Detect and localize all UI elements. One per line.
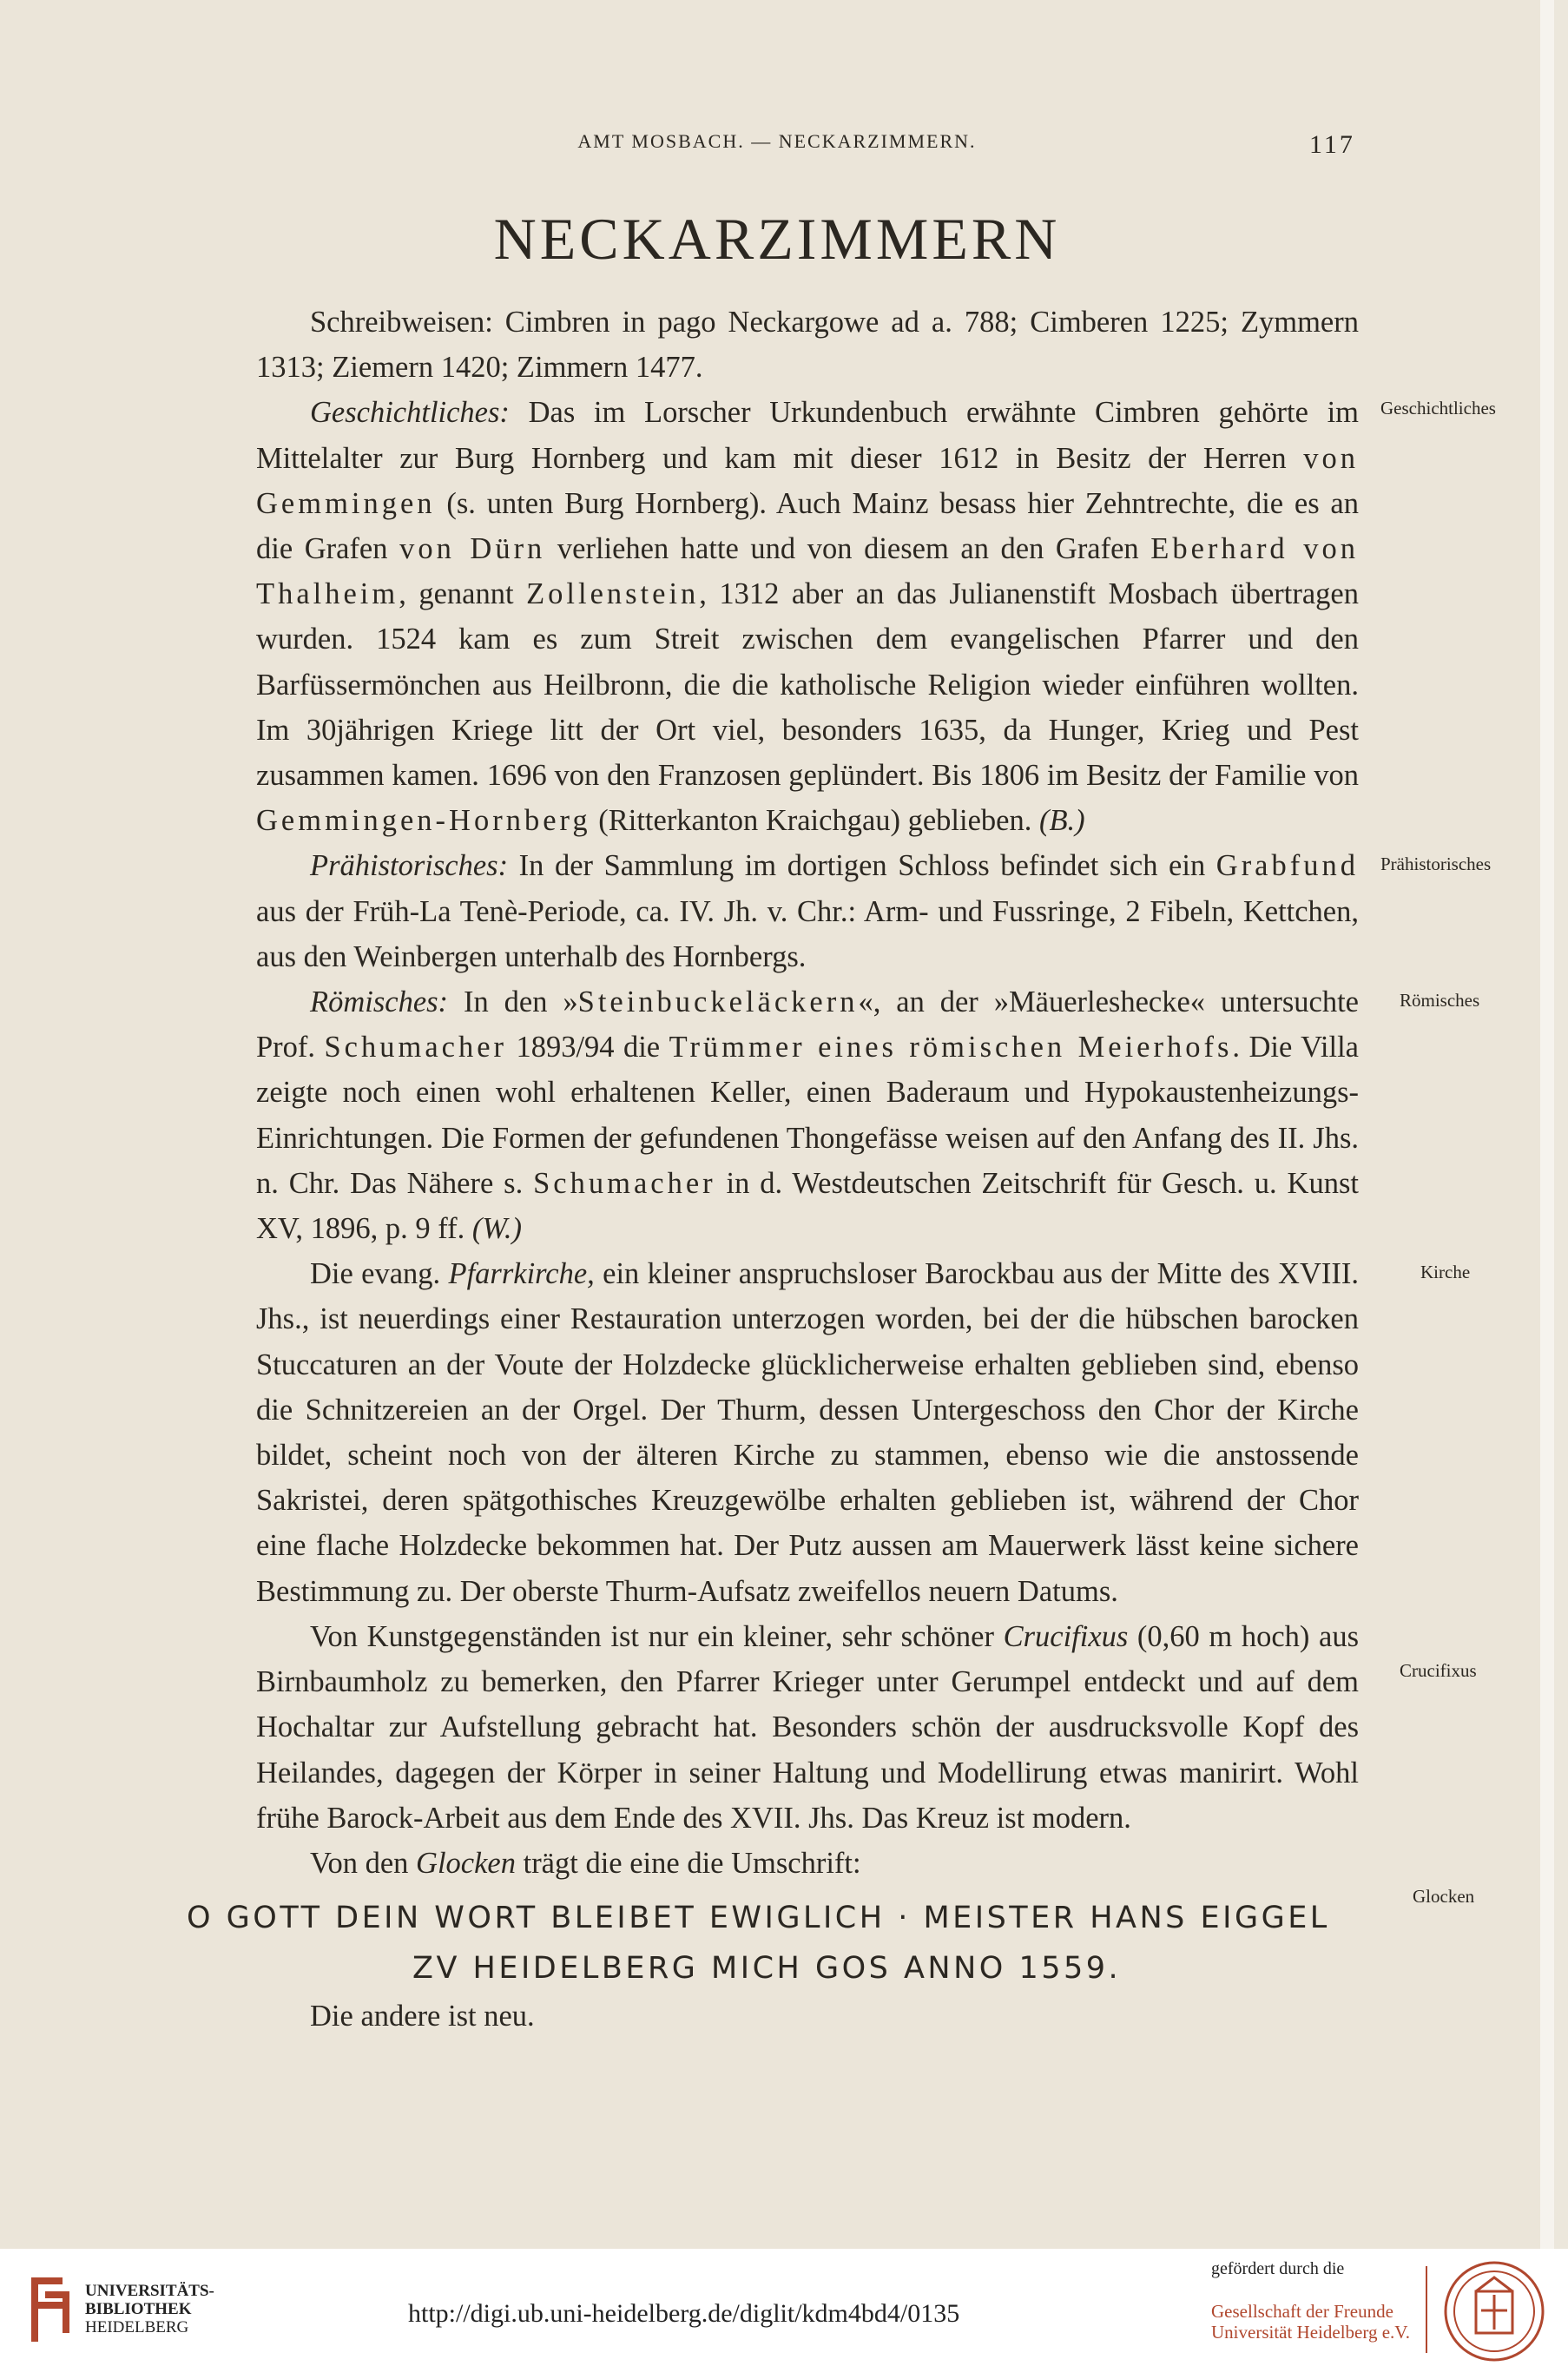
text-run: «, an der »Mäuerleshecke« untersuchte Prof. (256, 985, 1359, 1064)
text-run: , 1312 aber an das Julianenstift Mosbach übertragen wurden. 1524 kam es zum Streit zwischen dem evangelischen Pfarrer und den Barfüssermönchen aus Heilbronn, die die katholische Religion wieder einführen wollten. Im 30jährigen Kriege litt der Ort viel, besonders 1635, da Hunger, Krieg und Pest zusammen kamen. 1696 von den Franzosen geplündert. Bis 1806 im Besitz der Familie von (256, 577, 1359, 793)
spaced-name: Trümmer eines römischen Meierhofs (669, 1031, 1233, 1064)
text-run: ein kleiner anspruchsloser Barockbau aus der Mitte des XVIII. Jhs., ist neuerdings einer Restauration unterzogen worden, bei der die hübschen barocken Stuccaturen an der Voute der Holzdecke glücklicherweise erhalten geblieben sind, ebenso die Schnitzereien an der Orgel. Der Thurm, dessen Untergeschoss den Chor der Kirche bildet, scheint noch von der älteren Kirche zu stammen, ebenso wie die anstossende Sakristei, deren spätgothisches Kreuzgewölbe erhalten geblieben ist, während der Chor eine flache Holzdecke bekommen hat. Der Putz aussen am Mauerwerk lässt keine sichere Bestimmung zu. Der oberste Thurm-Aufsatz zweifellos neuern Datums. (256, 1257, 1359, 1608)
paragraph-glocken (256, 1841, 1359, 1886)
text-run: (0,60 m hoch) aus Birnbaumholz zu bemerken, den Pfarrer Krieger unter Gerumpel entdeckt und auf dem Hochaltar zur Aufstellung gebracht hat. Besonders schön der ausdrucksvolle Kopf des Heilandes, dagegen der Körper in seiner Haltung und Modellirung etwas manirirt. Wohl frühe Barock-Arbeit aus dem Ende des XVII. Jhs. Das Kreuz ist modern. (256, 1619, 1359, 1835)
author-signature: (B.) (1038, 804, 1085, 838)
paragraph-schreibweisen (256, 300, 1359, 390)
sponsor-label: gefördert durch die (1211, 2259, 1345, 2278)
margin-note-praehistorisches: Prähistorisches (1380, 853, 1492, 874)
author-signature: (W.) (471, 1212, 523, 1246)
paragraph-roemisches (256, 979, 1359, 1251)
text-run: (s. unten Burg Hornberg). Auch Mainz besass hier Zehntrechte, die es an die Grafen (256, 486, 1359, 566)
bell-inscription (187, 1893, 1359, 1994)
page-number: 117 (1309, 130, 1355, 159)
margin-note-kirche: Kirche (1420, 1262, 1471, 1282)
inscription-line-2: ZV HEIDELBERG MICH GOS ANNO 1559. (412, 1951, 1122, 1987)
text-run: Die evang. (310, 1257, 449, 1291)
geschichtliches-heading: Geschichtliches: (310, 396, 510, 430)
university-seal-icon (1443, 2260, 1545, 2363)
spaced-name: Zollenstein (526, 577, 700, 611)
margin-note-glocken: Glocken (1413, 1886, 1475, 1907)
text-run: , genannt (399, 577, 527, 611)
sponsor-line-2: Universität Heidelberg e.V. (1211, 2322, 1411, 2343)
paragraph-geschichtliches (256, 390, 1359, 843)
margin-note-crucifixus: Crucifixus (1400, 1660, 1477, 1681)
paragraph-closing (256, 1994, 1359, 2039)
text-run: trägt die eine die Umschrift: (515, 1846, 861, 1880)
sponsor-name (1211, 2301, 1410, 2343)
margin-note-roemisches: Römisches (1400, 990, 1480, 1011)
sponsor-line-1: Gesellschaft der Freunde (1211, 2301, 1393, 2322)
library-name (85, 2282, 214, 2336)
paragraph-crucifixus (256, 1614, 1359, 1841)
text-run: Das im Lorscher Urkundenbuch erwähnte Cimbren gehörte im Mittelalter zur Burg Hornberg und kam mit dieser 1612 in Besitz der Herren (256, 396, 1359, 475)
text-run: (Ritterkanton Kraichgau) geblieben. (590, 804, 1039, 838)
footer-divider (1426, 2266, 1427, 2353)
inscription-line-1: O GOTT DEIN WORT BLEIBET EWIGLICH · MEISTER HANS EIGGEL (187, 1901, 1330, 1936)
text-run: In der Sammlung im dortigen Schloss befindet sich ein (508, 849, 1216, 883)
text-run: aus der Früh-La Tenè-Periode, ca. IV. Jh. v. Chr.: Arm- und Fussringe, 2 Fibeln, Kettchen, aus den Weinbergen unterhalb des Hornbergs. (256, 894, 1359, 973)
library-line-2: BIBLIOTHEK (85, 2300, 192, 2318)
text-run: Von den (310, 1846, 417, 1880)
closing-text: Die andere ist neu. (310, 2000, 535, 2033)
spaced-name: von Gemmingen (256, 441, 1359, 520)
text-run: verliehen hatte und von diesem an den Grafen (545, 532, 1151, 566)
page-title: NECKARZIMMERN (493, 206, 1061, 272)
praehistorisches-heading: Prähistorisches: (310, 849, 509, 883)
spaced-name: Gemmingen-Hornberg (256, 804, 591, 838)
library-line-3: HEIDELBERG (85, 2318, 189, 2336)
text-run: Von Kunstgegenständen ist nur ein kleiner, sehr schöner (310, 1619, 1004, 1653)
paragraph-kirche (256, 1251, 1359, 1614)
spaced-name: Schumacher (533, 1166, 716, 1200)
text-run: in d. Westdeutschen Zeitschrift für Gesch. u. Kunst XV, 1896, p. 9 ff. (256, 1166, 1359, 1246)
spaced-name: Eberhard von Thalheim (256, 532, 1360, 611)
spaced-name: von Dürn (399, 532, 546, 566)
roemisches-heading: Römisches: (310, 985, 449, 1019)
library-line-1: UNIVERSITÄTS- (85, 2282, 214, 2300)
text-run: . Die Villa zeigte noch einen wohl erhaltenen Keller, einen Baderaum und Hypokaustenheizungs-Einrichtungen. Die Formen der gefundenen Thongefässe weisen auf den Anfang des II. Jhs. n. Chr. Das Nähere s. (256, 1031, 1359, 1200)
library-logo-icon (24, 2270, 76, 2349)
spaced-name: Steinbuckeläckern (577, 985, 859, 1019)
page-edge (1540, 0, 1554, 2249)
spaced-name: Schumacher (324, 1031, 507, 1064)
digitization-url-link[interactable]: http://digi.ub.uni-heidelberg.de/diglit/kdm4bd4/0135 (408, 2299, 960, 2328)
kirche-term: Pfarrkirche, (448, 1257, 595, 1291)
paragraph-praehistorisches (256, 843, 1359, 979)
crucifixus-term: Crucifixus (1003, 1619, 1129, 1653)
schreibweisen-text: Schreibweisen: Cimbren in pago Neckargowe ad a. 788; Cimberen 1225; Zymmern 1313; Ziemern 1420; Zimmern 1477. (256, 306, 1359, 385)
text-run: 1893/94 die (507, 1031, 669, 1064)
margin-note-geschichtliches: Geschichtliches (1380, 398, 1496, 418)
spaced-name: Grabfund (1216, 849, 1359, 883)
running-head: AMT MOSBACH. — NECKARZIMMERN. (577, 130, 977, 152)
text-run: In den » (448, 985, 578, 1019)
body-text (187, 300, 1360, 2039)
glocken-term: Glocken (416, 1846, 516, 1880)
